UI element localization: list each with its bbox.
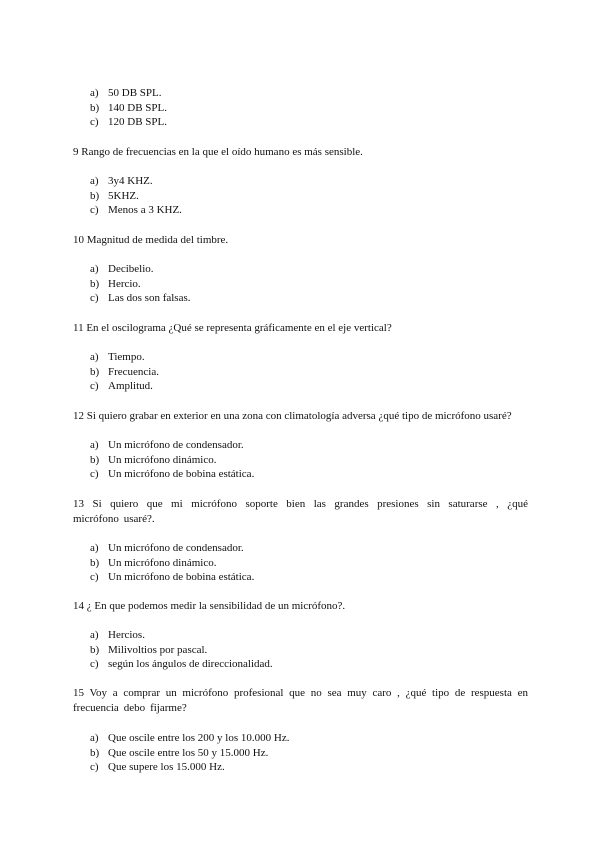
question-14: 14 ¿ En que podemos medir la sensibilidad de un micrófono?. [73,600,346,612]
answer-option [90,101,167,116]
option-letter: c) [90,204,99,217]
option-letter: b) [90,643,100,656]
answer-option [90,365,159,380]
answer-option [90,262,191,277]
option-text: Hercios. [108,629,145,641]
answer-option [90,174,182,189]
option-text: Menos a 3 KHZ. [108,204,182,217]
answer-option [90,467,254,482]
option-letter: a) [90,175,99,187]
answer-option [90,643,273,658]
answer-option [90,350,159,365]
option-text: Milivoltios por pascal. [108,643,208,656]
option-letter: b) [90,746,100,759]
answer-option [90,453,254,468]
option-letter: a) [90,542,99,554]
option-letter: b) [90,101,100,114]
answer-option [90,556,254,571]
option-text: 50 DB SPL. [108,87,162,99]
answer-option [90,570,254,585]
answer-options-question-10 [90,262,191,306]
option-letter: c) [90,761,99,774]
option-letter: a) [90,263,99,275]
option-letter: b) [90,556,100,569]
answer-option [90,657,273,672]
option-text: Que supere los 15.000 Hz. [108,761,225,774]
option-text: 3y4 KHZ. [108,175,153,187]
option-letter: c) [90,292,99,305]
option-letter: a) [90,732,99,744]
answer-option [90,189,182,204]
question-10: 10 Magnitud de medida del timbre. [73,234,229,246]
option-letter: a) [90,629,99,641]
option-text: Tiempo. [108,351,145,363]
answer-options-block-0 [90,86,167,130]
answer-option [90,291,191,306]
option-text: Amplitud. [108,380,153,393]
option-letter: a) [90,87,99,99]
answer-options-question-13 [90,541,254,585]
option-text: Un micrófono de bobina estática. [108,571,255,584]
question-13: 13 Si quiero que mi micrófono soporte bien las grandes presiones sin saturarse , ¿qué micrófono usaré?. [73,498,528,525]
option-text: Que oscile entre los 50 y 15.000 Hz. [108,746,269,759]
answer-option [90,731,289,746]
question-9: 9 Rango de frecuencias en la que el oído humano es más sensible. [73,146,363,158]
option-letter: a) [90,351,99,363]
option-text: Un micrófono de bobina estática. [108,468,255,481]
option-letter: b) [90,277,100,290]
answer-option [90,115,167,130]
answer-option [90,86,167,101]
option-text: según los ángulos de direccionalidad. [108,658,273,671]
option-text: Hercio. [108,277,141,290]
option-text: Que oscile entre los 200 y los 10.000 Hz. [108,732,290,744]
answer-options-question-12 [90,438,254,482]
option-letter: b) [90,365,100,378]
option-letter: c) [90,571,99,584]
option-text: Un micrófono de condensador. [108,542,244,554]
answer-option [90,438,254,453]
option-text: 140 DB SPL. [108,101,167,114]
answer-option [90,760,289,775]
option-letter: a) [90,439,99,451]
option-text: Frecuencia. [108,365,159,378]
option-letter: c) [90,380,99,393]
answer-options-question-14 [90,628,273,672]
option-text: Decibelio. [108,263,154,275]
answer-option [90,203,182,218]
option-text: 120 DB SPL. [108,116,167,129]
option-letter: c) [90,468,99,481]
option-text: 5KHZ. [108,189,139,202]
question-15: 15 Voy a comprar un micrófono profesional que no sea muy caro , ¿qué tipo de respuesta en frecuencia debo fijarme? [73,687,528,714]
option-text: Un micrófono dinámico. [108,453,217,466]
question-12: 12 Si quiero grabar en exterior en una zona con climatología adversa ¿qué tipo de micrófono usaré? [73,410,512,422]
option-letter: b) [90,189,100,202]
option-text: Las dos son falsas. [108,292,191,305]
option-letter: c) [90,658,99,671]
answer-options-question-11 [90,350,159,394]
answer-option [90,277,191,292]
option-letter: c) [90,116,99,129]
answer-option [90,541,254,556]
answer-option [90,746,289,761]
answer-options-question-9 [90,174,182,218]
answer-option [90,628,273,643]
option-text: Un micrófono dinámico. [108,556,217,569]
option-letter: b) [90,453,100,466]
question-11: 11 En el oscilograma ¿Qué se representa gráficamente en el eje vertical? [73,322,392,334]
answer-option [90,379,159,394]
option-text: Un micrófono de condensador. [108,439,244,451]
answer-options-question-15 [90,731,289,775]
